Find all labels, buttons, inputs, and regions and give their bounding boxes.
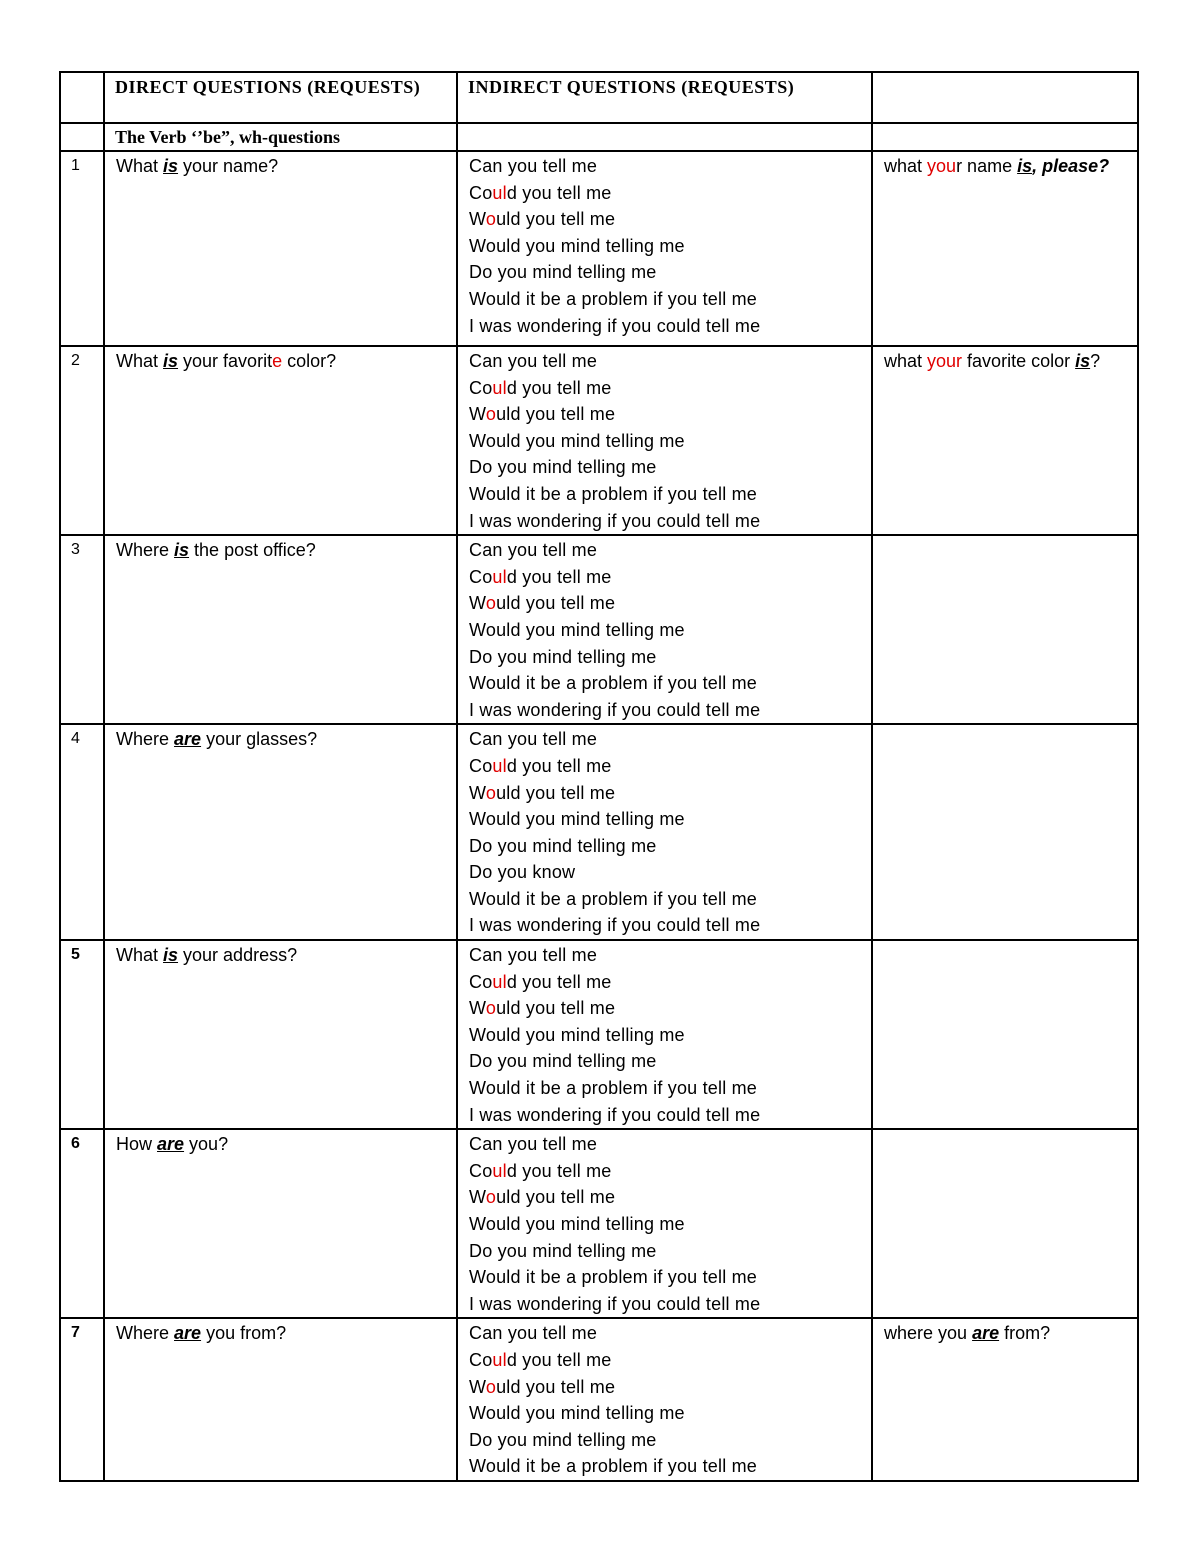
indirect-phrases: [458, 1130, 871, 1317]
indirect-phrase: Could you tell me: [469, 755, 612, 776]
direct-question: What is your name?: [116, 156, 279, 176]
indirect-phrase: Would you tell me: [469, 209, 616, 230]
indirect-phrases: [458, 1319, 871, 1480]
verb: are: [157, 1134, 185, 1155]
verb: is: [163, 351, 179, 371]
indirect-phrase: Would it be a problem if you tell me: [469, 288, 758, 309]
row-number: 2: [71, 352, 80, 369]
empty-answer-cell: [872, 1129, 1138, 1318]
indirect-phrase: Can you tell me: [469, 729, 598, 750]
table-row: [60, 1129, 1138, 1318]
indirect-phrase: Would it be a problem if you tell me: [469, 1267, 758, 1288]
indirect-phrase: Would you tell me: [469, 782, 616, 803]
verb: are: [972, 1323, 1000, 1344]
table-row: [60, 1318, 1138, 1481]
empty-answer-cell: [872, 724, 1138, 940]
table-row: [60, 535, 1138, 724]
section-row: [60, 123, 1138, 151]
row-number: 7: [71, 1324, 80, 1342]
indirect-phrase: Would it be a problem if you tell me: [469, 1078, 758, 1099]
indirect-phrase: Would you tell me: [469, 593, 616, 614]
indirect-answer: what your favorite color is?: [884, 351, 1101, 371]
section-empty-cell: [457, 123, 872, 151]
indirect-phrase: Can you tell me: [469, 945, 598, 966]
indirect-phrase: Do you mind telling me: [469, 1240, 657, 1261]
row-number: 5: [71, 946, 80, 964]
indirect-phrase: Would you tell me: [469, 404, 616, 425]
verb: are: [174, 729, 202, 750]
indirect-phrase: Would you tell me: [469, 1187, 616, 1208]
verb: is: [174, 540, 190, 561]
header-indirect-cell: [457, 72, 872, 123]
indirect-phrase: Would you tell me: [469, 1376, 616, 1397]
direct-question: What is your favorite color?: [116, 351, 337, 371]
indirect-phrase: Could you tell me: [469, 566, 612, 587]
indirect-phrase: Could you tell me: [469, 1160, 612, 1181]
indirect-phrases: [458, 347, 871, 534]
indirect-phrase: I was wondering if you could tell me: [469, 699, 761, 720]
direct-question: Where are you from?: [116, 1323, 287, 1344]
table-row: [60, 346, 1138, 535]
indirect-phrase: Do you know: [469, 862, 576, 883]
header-row: [60, 72, 1138, 123]
header-blank-cell: [872, 72, 1138, 123]
indirect-phrase: Do you mind telling me: [469, 457, 657, 478]
indirect-phrase: Could you tell me: [469, 182, 612, 203]
indirect-phrase: I was wondering if you could tell me: [469, 315, 761, 336]
indirect-answer: what your name is, please?: [884, 156, 1110, 176]
indirect-phrase: Can you tell me: [469, 1134, 598, 1155]
indirect-phrase: I was wondering if you could tell me: [469, 1293, 761, 1314]
row-number: 3: [71, 541, 80, 559]
row-number: 4: [71, 730, 80, 748]
indirect-phrase: Can you tell me: [469, 1323, 598, 1344]
empty-answer-cell: [872, 940, 1138, 1129]
indirect-phrase: Do you mind telling me: [469, 1051, 657, 1072]
row-number: 6: [71, 1135, 80, 1153]
indirect-phrase: Can you tell me: [469, 351, 598, 371]
indirect-phrases: [458, 152, 871, 339]
indirect-phrase: Do you mind telling me: [469, 1429, 657, 1450]
section-cell: [104, 123, 457, 151]
empty-answer-cell: [872, 535, 1138, 724]
table-row: [60, 151, 1138, 346]
indirect-phrase: I was wondering if you could tell me: [469, 510, 761, 531]
indirect-phrase: Would you mind telling me: [469, 430, 685, 451]
section-num-cell: [60, 123, 104, 151]
section-empty-cell-2: [872, 123, 1138, 151]
table-row: [60, 724, 1138, 940]
indirect-phrase: Can you tell me: [469, 156, 598, 176]
indirect-phrases: [458, 941, 871, 1128]
row-number: 1: [71, 157, 80, 174]
direct-question: How are you?: [116, 1134, 229, 1155]
direct-question: Where are your glasses?: [116, 729, 318, 750]
indirect-phrase: Do you mind telling me: [469, 835, 657, 856]
indirect-phrase: Would you mind telling me: [469, 1024, 685, 1045]
header-num-cell: [60, 72, 104, 123]
indirect-phrase: Would you mind telling me: [469, 1403, 685, 1424]
indirect-phrases: [458, 725, 871, 939]
indirect-phrase: Would you mind telling me: [469, 235, 685, 256]
indirect-phrase: I was wondering if you could tell me: [469, 915, 761, 936]
indirect-phrase: Can you tell me: [469, 540, 598, 561]
header-direct: DIRECT QUESTIONS (REQUESTS): [115, 77, 421, 97]
indirect-phrase: Would you mind telling me: [469, 1214, 685, 1234]
indirect-phrase: Would it be a problem if you tell me: [469, 483, 758, 504]
indirect-answer: where you are from?: [884, 1323, 1051, 1344]
section-title: The Verb ‘’be”, wh-questions: [115, 127, 341, 147]
indirect-phrase: Could you tell me: [469, 971, 612, 992]
indirect-phrase: I was wondering if you could tell me: [469, 1104, 761, 1125]
indirect-phrase: Do you mind telling me: [469, 646, 657, 667]
indirect-phrase: Would it be a problem if you tell me: [469, 888, 758, 909]
indirect-phrase: Would you mind telling me: [469, 809, 685, 830]
indirect-phrase: Would it be a problem if you tell me: [469, 673, 758, 694]
direct-question: What is your address?: [116, 945, 298, 966]
indirect-phrase: Could you tell me: [469, 1349, 612, 1370]
header-indirect: INDIRECT QUESTIONS (REQUESTS): [468, 77, 795, 97]
indirect-phrase: Would you tell me: [469, 998, 616, 1019]
direct-question: Where is the post office?: [116, 540, 316, 561]
verb: is: [163, 156, 179, 176]
indirect-phrase: Do you mind telling me: [469, 262, 657, 283]
indirect-phrase: Could you tell me: [469, 377, 612, 398]
verb: are: [174, 1323, 202, 1344]
indirect-phrase: Would it be a problem if you tell me: [469, 1456, 758, 1477]
indirect-phrases: [458, 536, 871, 723]
verb: is: [163, 945, 179, 966]
verb: is: [1017, 156, 1033, 176]
header-direct-cell: [104, 72, 457, 123]
table-row: [60, 940, 1138, 1129]
verb: is: [1075, 351, 1091, 371]
questions-table: [59, 71, 1139, 1482]
indirect-phrase: Would you mind telling me: [469, 619, 685, 640]
